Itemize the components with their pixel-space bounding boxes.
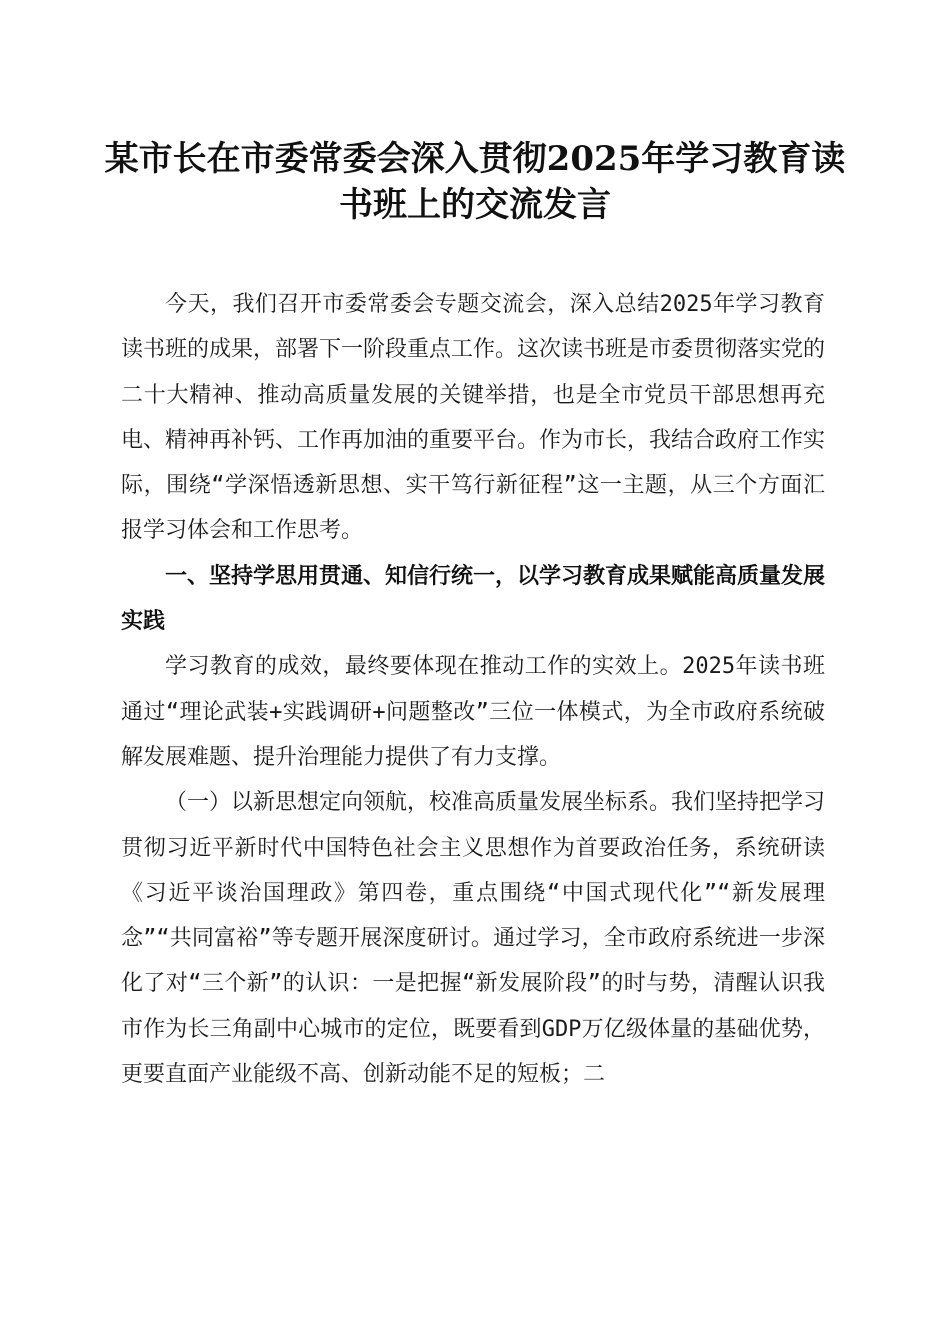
document-body xyxy=(121,282,825,1097)
section-1-paragraph: 学习教育的成效，最终要体现在推动工作的实效上。2025年读书班通过“理论武装+实践调研+问题整改”三位一体模式，为全市政府系统破解发展难题、提升治理能力提供了有力支撑。 xyxy=(121,654,825,770)
subsection-1-paragraph: （一）以新思想定向领航，校准高质量发展坐标系。我们坚持把学习贯彻习近平新时代中国特色社会主义思想作为首要政治任务，系统研读《习近平谈治国理政》第四卷，重点围绕“中国式现代化”“新发展理念”“共同富裕”等专题开展深度研讨。通过学习，全市政府系统进一步深化了对“三个新”的认识：一是把握“新发展阶段”的时与势，清醒认识我市作为长三角副中心城市的定位，既要看到GDP万亿级体量的基础优势，更要直面产业能级不高、创新动能不足的短板；二 xyxy=(121,790,826,1088)
intro-paragraph: 今天，我们召开市委常委会专题交流会，深入总结2025年学习教育读书班的成果，部署下一阶段重点工作。这次读书班是市委贯彻落实党的二十大精神、推动高质量发展的关键举措，也是全市党员干部思想再充电、精神再补钙、工作再加油的重要平台。作为市长，我结合政府工作实际，围绕“学深悟透新思想、实干笃行新征程”这一主题，从三个方面汇报学习体会和工作思考。 xyxy=(121,292,826,544)
document-title: 某市长在市委常委会深入贯彻2025年学习教育读书班上的交流发言 xyxy=(104,139,846,225)
section-heading-1: 一、坚持学思用贯通、知信行统一，以学习教育成果赋能高质量发展实践 xyxy=(121,563,826,635)
